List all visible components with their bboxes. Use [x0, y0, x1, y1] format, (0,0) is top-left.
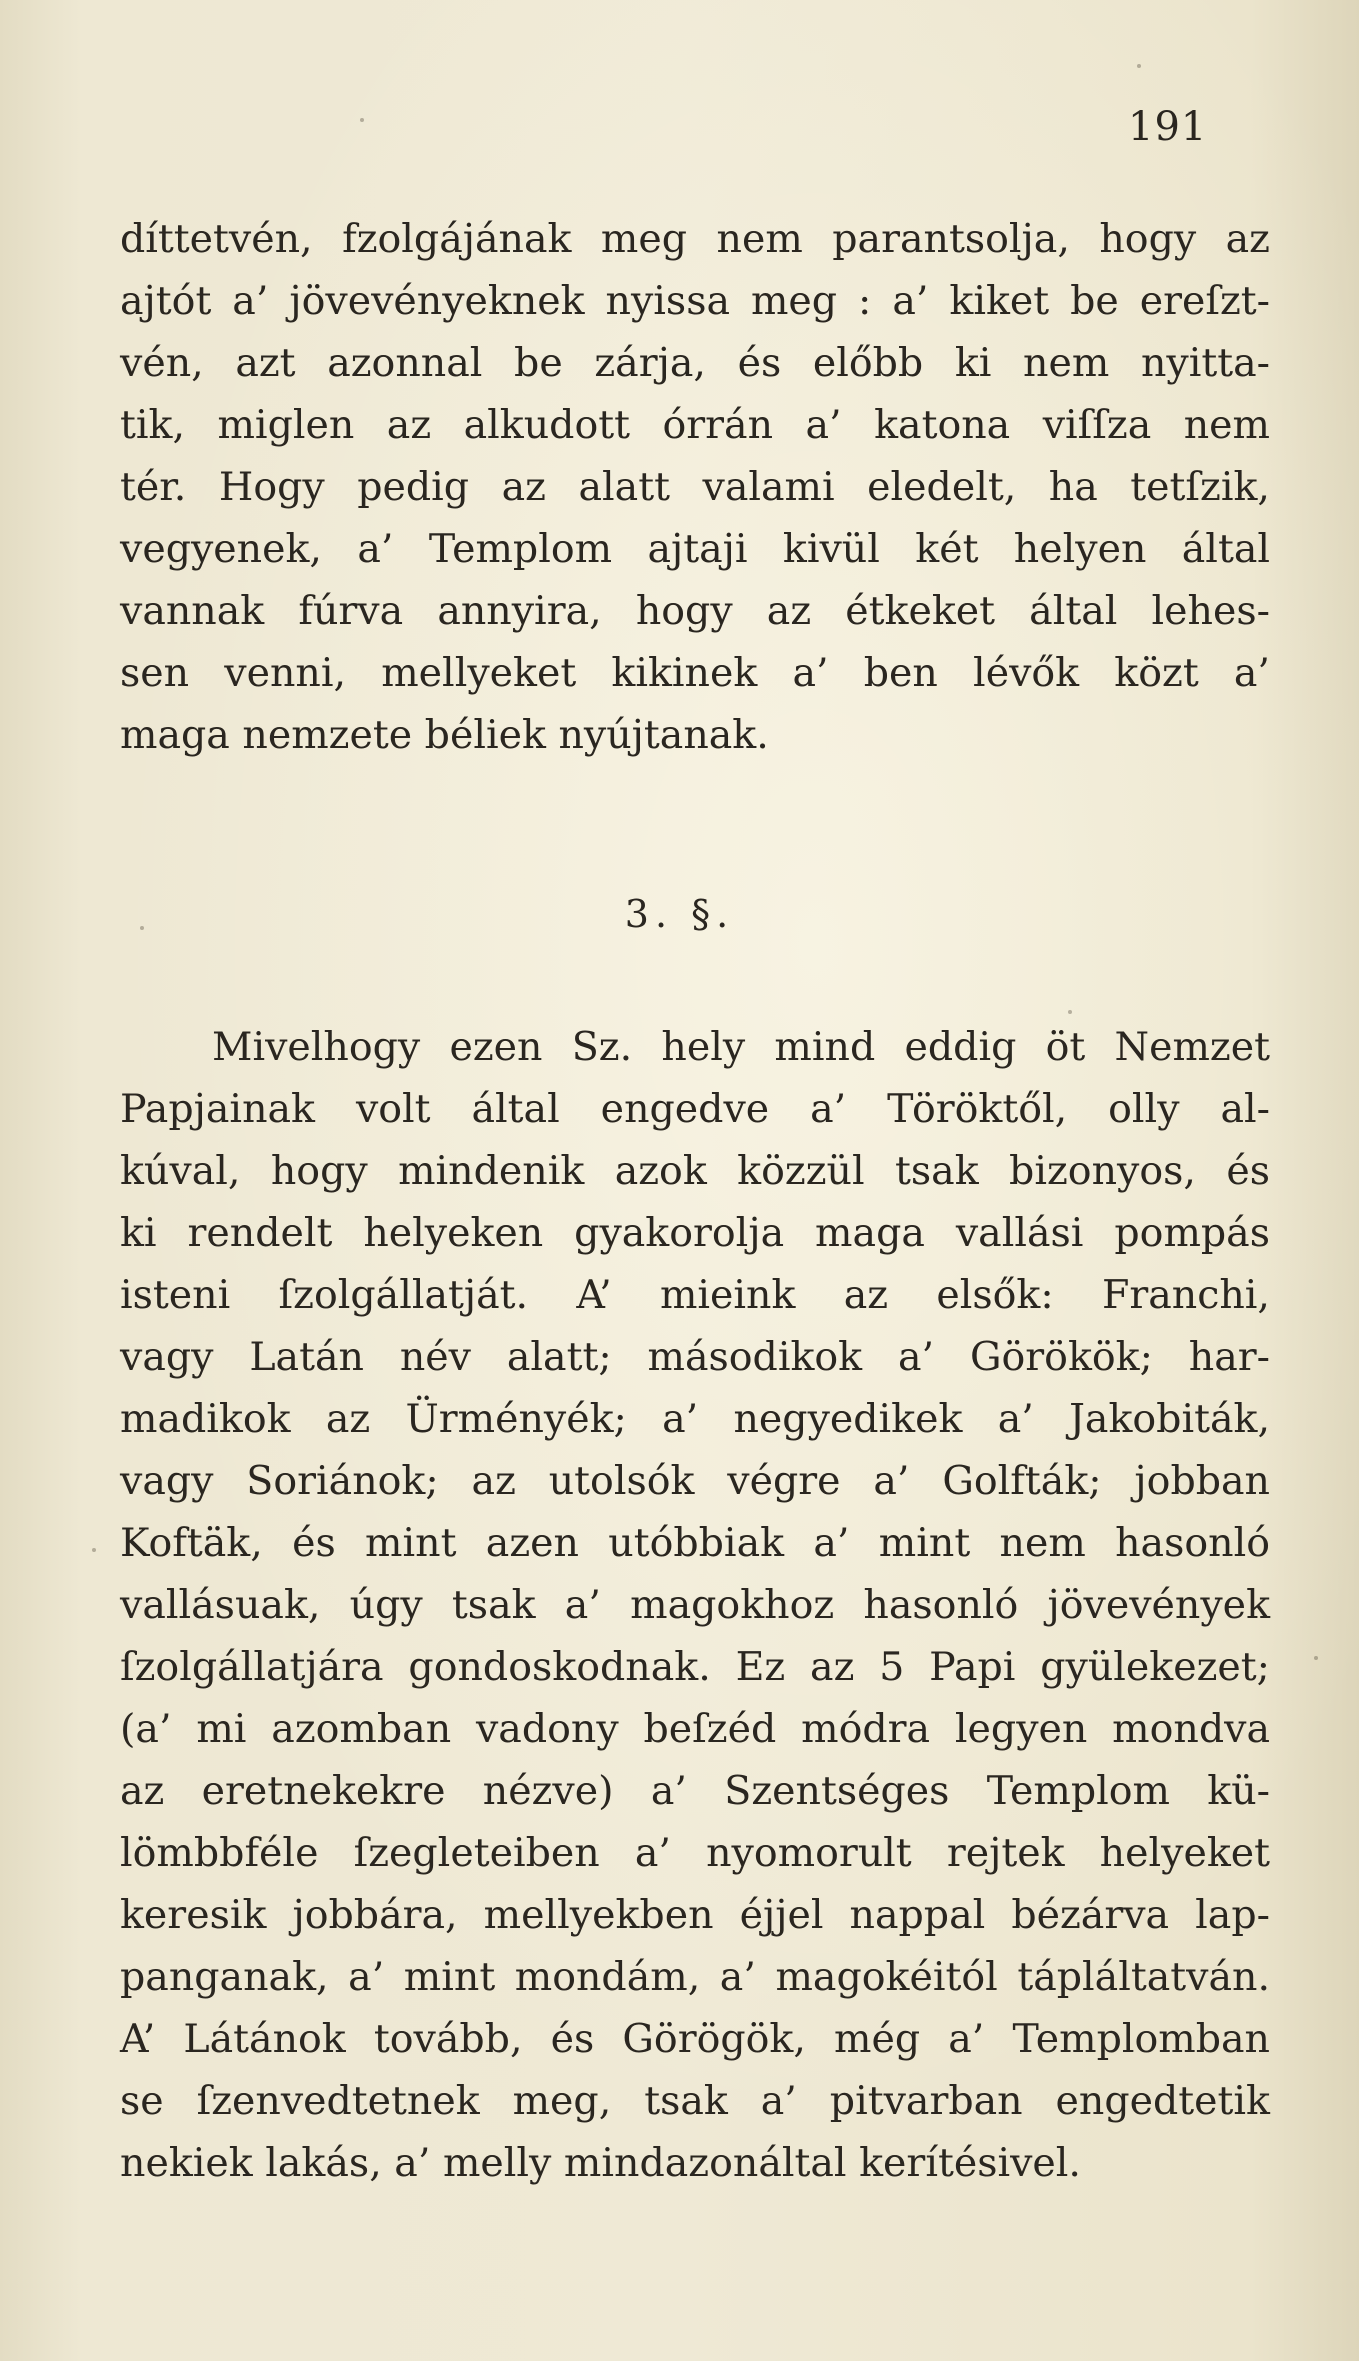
paper-speck: [1137, 64, 1141, 68]
text-line: vagy Soriánok; az utolsók végre a’ Golfták; jobban: [120, 1458, 1270, 1504]
text-line: vallásuak, úgy tsak a’ magokhoz hasonló jövevények: [120, 1582, 1270, 1628]
page-number: 191: [1128, 104, 1208, 150]
text-line: tér. Hogy pedig az alatt valami eledelt, ha tetſzik,: [120, 464, 1270, 510]
paper-speck: [92, 1548, 96, 1552]
text-line: maga nemzete béliek nyújtanak.: [120, 712, 769, 758]
text-line: A’ Látánok tovább, és Görögök, még a’ Templomban: [120, 2016, 1270, 2062]
paper-speck: [360, 118, 364, 122]
paragraph-1: [120, 208, 1270, 766]
section-heading: 3. §.: [624, 892, 735, 936]
text-line: Koftäk, és mint azen utóbbiak a’ mint nem hasonló: [120, 1520, 1270, 1566]
text-line: Papjainak volt által engedve a’ Töröktől, olly al-: [120, 1086, 1270, 1132]
text-line: keresik jobbára, mellyekben éjjel nappal bézárva lap-: [120, 1892, 1270, 1938]
text-line: díttetvén, fzolgájának meg nem parantsolja, hogy az: [120, 216, 1270, 262]
text-line: lömbbféle ſzegleteiben a’ nyomorult rejtek helyeket: [120, 1830, 1270, 1876]
text-line: vannak fúrva annyira, hogy az étkeket által lehes-: [120, 588, 1270, 634]
text-line: Mivelhogy ezen Sz. hely mind eddig öt Nemzet: [212, 1024, 1270, 1070]
text-line: vagy Latán név alatt; másodikok a’ Görökök; har-: [120, 1334, 1270, 1380]
text-line: madikok az Ürményék; a’ negyedikek a’ Jakobiták,: [120, 1396, 1270, 1442]
paragraph-2: [120, 1016, 1270, 2194]
text-line: ki rendelt helyeken gyakorolja maga vallási pompás: [120, 1210, 1270, 1256]
text-line: nekiek lakás, a’ melly mindazonáltal kerítésivel.: [120, 2140, 1081, 2186]
text-line: vegyenek, a’ Templom ajtaji kivül két helyen által: [120, 526, 1270, 572]
text-line: panganak, a’ mint mondám, a’ magokéitól tápláltatván.: [120, 1954, 1270, 2000]
paper-speck: [1314, 1656, 1318, 1660]
paper-speck: [140, 926, 144, 930]
text-line: isteni ſzolgállatját. A’ mieink az elsők: Franchi,: [120, 1272, 1270, 1318]
text-line: se ſzenvedtetnek meg, tsak a’ pitvarban engedtetik: [120, 2078, 1270, 2124]
text-line: ajtót a’ jövevényeknek nyissa meg : a’ kiket be ereſzt-: [120, 278, 1270, 324]
text-line: vén, azt azonnal be zárja, és előbb ki nem nyitta-: [120, 340, 1270, 386]
paper-speck: [1068, 1010, 1072, 1014]
text-line: (a’ mi azomban vadony beſzéd módra legyen mondva: [120, 1706, 1270, 1752]
text-line: sen venni, mellyeket kikinek a’ ben lévők közt a’: [120, 650, 1270, 696]
text-line: tik, miglen az alkudott órrán a’ katona viſſza nem: [120, 402, 1270, 448]
text-line: kúval, hogy mindenik azok közzül tsak bizonyos, és: [120, 1148, 1270, 1194]
text-line: az eretnekekre nézve) a’ Szentséges Templom kü-: [120, 1768, 1270, 1814]
text-line: ſzolgállatjára gondoskodnak. Ez az 5 Papi gyülekezet;: [120, 1644, 1270, 1690]
